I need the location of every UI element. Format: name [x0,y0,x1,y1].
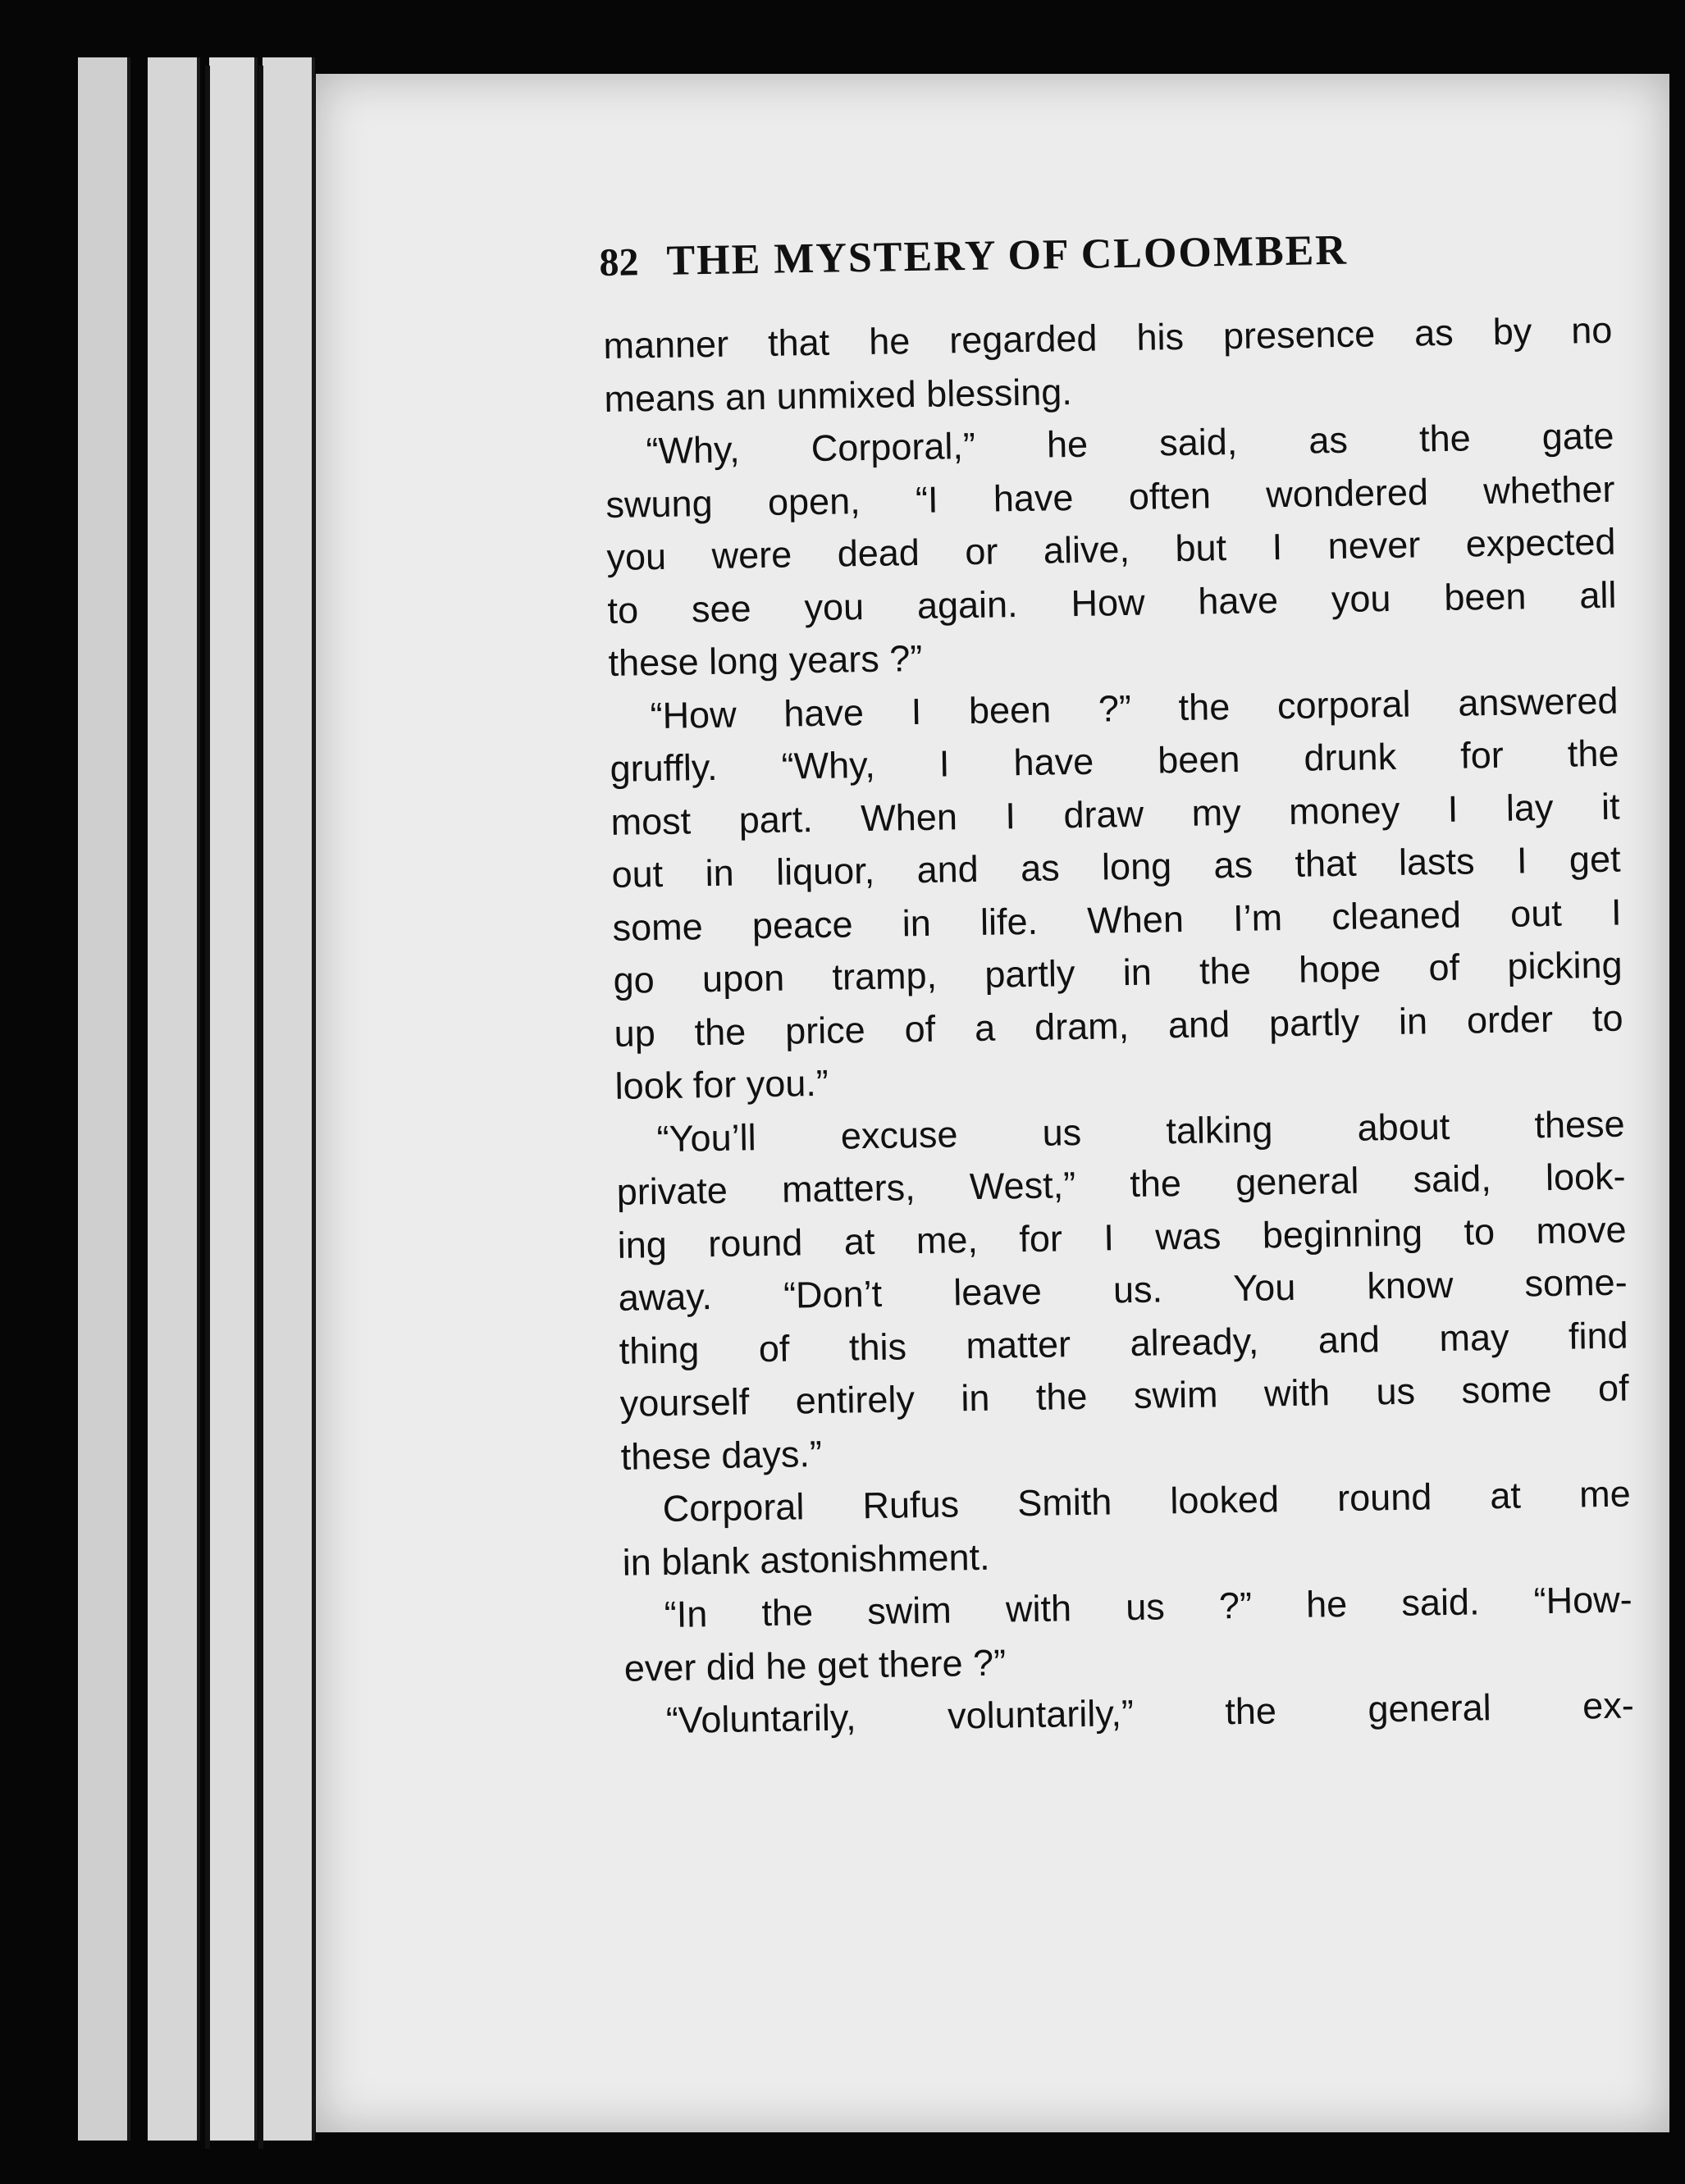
text-line: away. “Don’t leave us. You know some- [618,1261,1628,1319]
text-line: ever did he get there ?” [623,1640,1007,1689]
text-line: manner that he regarded his presence as by no [603,308,1613,367]
text-line: in blank astonishment. [622,1535,990,1584]
text-line: go upon tramp, partly in the hope of picking [613,943,1623,1001]
text-line: most part. When I draw my money I lay it [610,785,1620,843]
text-line: these days.” [620,1432,823,1478]
text-line: private matters, West,” the general said, look- [616,1155,1626,1213]
running-title: THE MYSTERY OF CLOOMBER [666,226,1349,285]
text-line: “You’ll excuse us talking about these [656,1102,1625,1160]
text-line: these long years ?” [608,636,923,684]
text-line: means an unmixed blessing. [604,370,1073,420]
body-text [603,304,1634,1749]
text-line: “How have I been ?” the corporal answered [650,679,1619,736]
text-line: gruffly. “Why, I have been drunk for the [610,732,1619,790]
page-number: 82 [599,240,639,285]
text-line: up the price of a dram, and partly in order to [614,996,1623,1055]
page-header [599,221,1650,286]
text-line: to see you again. How have you been all [607,573,1617,631]
text-line: “In the swim with us ?” he said. “How- [664,1578,1633,1636]
text-line: some peace in life. When I’m cleaned out I [612,891,1622,949]
text-line: out in liquor, and as long as that lasts I get [611,837,1621,896]
page-edge [263,57,315,2141]
text-line: look for you.” [614,1061,829,1107]
text-line: thing of this matter already, and may find [619,1314,1628,1372]
text-line: swung open, “I have often wondered whether [605,467,1615,526]
page-edge-shadow [205,66,210,2149]
page-edge [78,57,130,2141]
text-line: yourself entirely in the swim with us some of [619,1366,1630,1425]
page-edge [148,57,200,2141]
text-line: Corporal Rufus Smith looked round at me [662,1472,1632,1530]
text-line: ing round at me, for I was beginning to move [617,1208,1627,1266]
page-edge [209,57,258,2141]
book-page [316,74,1669,2132]
text-line: “Why, Corporal,” he said, as the gate [646,414,1614,472]
text-line: “Voluntarily, voluntarily,” the general ex- [665,1684,1635,1742]
page-edge-shadow [258,66,263,2149]
text-line: you were dead or alive, but I never expected [606,520,1616,578]
